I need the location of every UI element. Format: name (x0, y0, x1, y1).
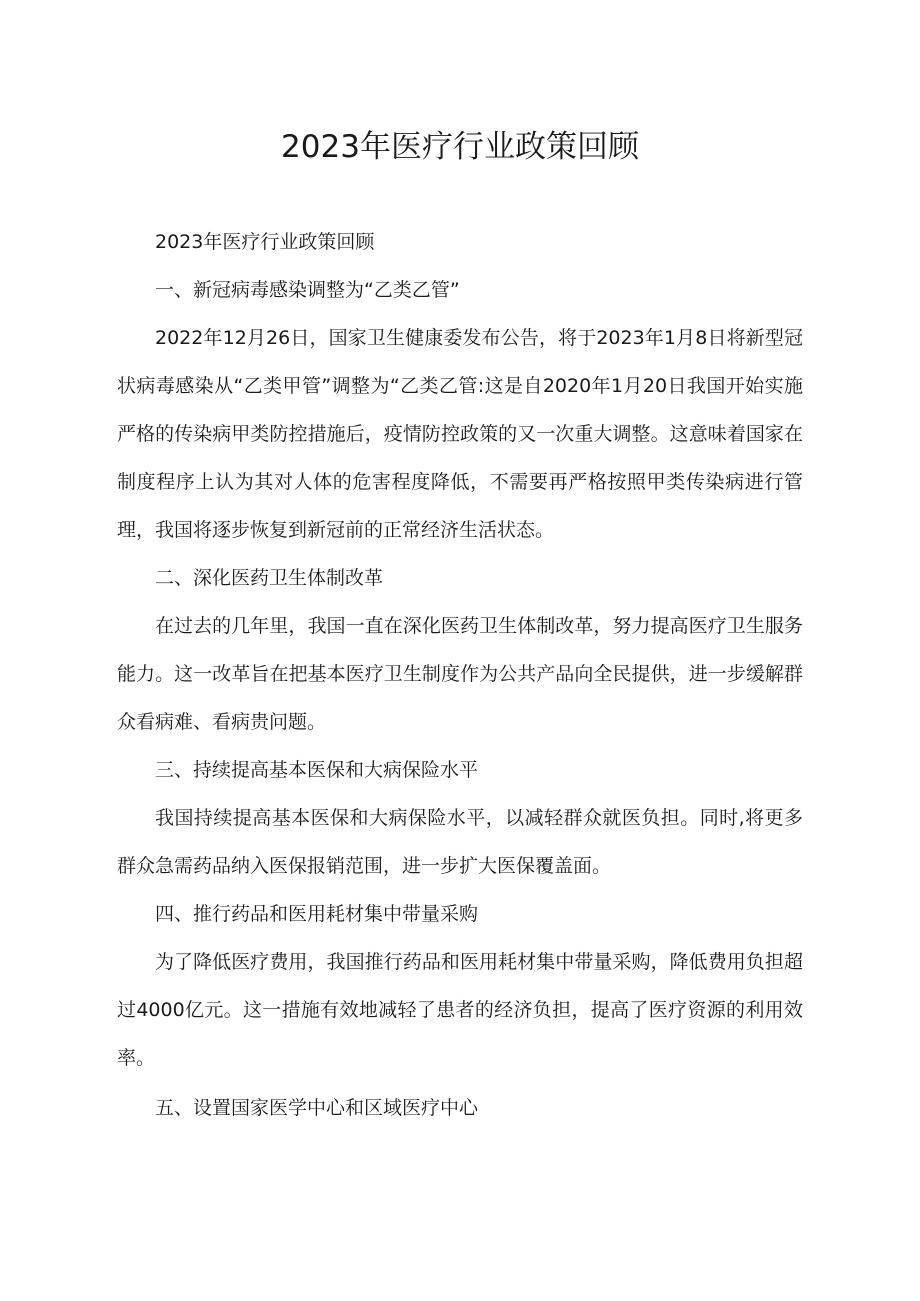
paragraph-section-4: 为了降低医疗费用，我国推行药品和医用耗材集中带量采购，降低费用负担超过4000亿元。这一措施有效地减轻了患者的经济负担，提高了医疗资源的利用效率。 (117, 951, 803, 1069)
section-heading-2: 二、深化医药卫生体制改革 (155, 567, 384, 589)
section-heading-1: 一、新冠病毒感染调整为“乙类乙管” (155, 279, 460, 301)
paragraph-subtitle: 2023年医疗行业政策回顾 (155, 231, 375, 253)
section-heading-4: 四、推行药品和医用耗材集中带量采购 (155, 903, 479, 925)
document-title: 2023年医疗行业政策回顾 (281, 129, 639, 165)
section-heading-5: 五、设置国家医学中心和区域医疗中心 (155, 1097, 479, 1119)
paragraph-section-2: 在过去的几年里，我国一直在深化医药卫生体制改革，努力提高医疗卫生服务能力。这一改革旨在把基本医疗卫生制度作为公共产品向全民提供，进一步缓解群众看病难、看病贵问题。 (117, 615, 803, 733)
document-body (117, 218, 803, 1132)
section-heading-3: 三、持续提高基本医保和大病保险水平 (155, 759, 479, 781)
paragraph-section-1: 2022年12月26日，国家卫生健康委发布公告，将于2023年1月8日将新型冠状病毒感染从“乙类甲管”调整为“乙类乙管:这是自2020年1月20日我国开始实施严格的传染病甲类防控措施后，疫情防控政策的又一次重大调整。这意味着国家在制度程序上认为其对人体的危害程度降低，不需要再严格按照甲类传染病进行管理，我国将逐步恢复到新冠前的正常经济生活状态。 (117, 327, 803, 541)
paragraph-section-3: 我国持续提高基本医保和大病保险水平，以减轻群众就医负担。同时,将更多群众急需药品纳入医保报销范围，进一步扩大医保覆盖面。 (117, 807, 803, 877)
